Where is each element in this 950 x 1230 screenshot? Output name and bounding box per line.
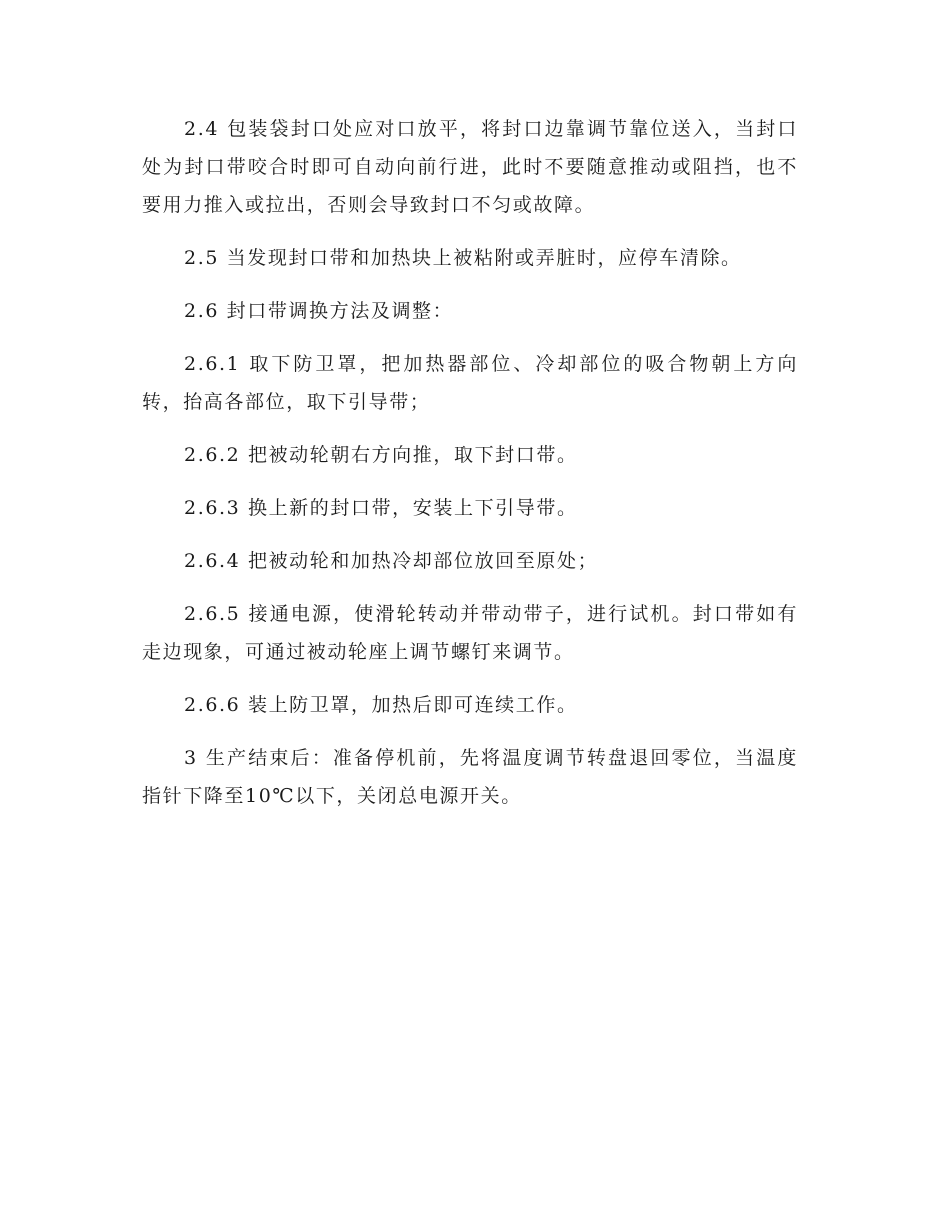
paragraph-2-6-5: 2.6.5 接通电源，使滑轮转动并带动带子，进行试机。封口带如有走边现象，可通过被动轮座上调节螺钉来调节。 xyxy=(142,603,798,663)
paragraph-2-6-3: 2.6.3 换上新的封口带，安装上下引导带。 xyxy=(184,497,578,519)
paragraph-2-6-2: 2.6.2 把被动轮朝右方向推，取下封口带。 xyxy=(184,444,578,466)
paragraph-2-4: 2.4 包装袋封口处应对口放平，将封口边靠调节靠位送入，当封口处为封口带咬合时即可自动向前行进，此时不要随意推动或阻挡，也不要用力推入或拉出，否则会导致封口不匀或故障。 xyxy=(142,118,798,216)
paragraph-2-5: 2.5 当发现封口带和加热块上被粘附或弄脏时，应停车清除。 xyxy=(184,247,742,269)
paragraph-2-6-6: 2.6.6 装上防卫罩，加热后即可连续工作。 xyxy=(184,694,578,716)
paragraph-2-6-4: 2.6.4 把被动轮和加热冷却部位放回至原处； xyxy=(184,550,599,572)
paragraph-2-6: 2.6 封口带调换方法及调整： xyxy=(184,300,454,322)
paragraph-3: 3 生产结束后：准备停机前，先将温度调节转盘退回零位，当温度指针下降至10℃以下，关闭总电源开关。 xyxy=(142,747,798,807)
paragraph-2-6-1: 2.6.1 取下防卫罩，把加热器部位、冷却部位的吸合物朝上方向转，抬高各部位，取下引导带； xyxy=(142,353,798,413)
document-body xyxy=(142,110,798,830)
